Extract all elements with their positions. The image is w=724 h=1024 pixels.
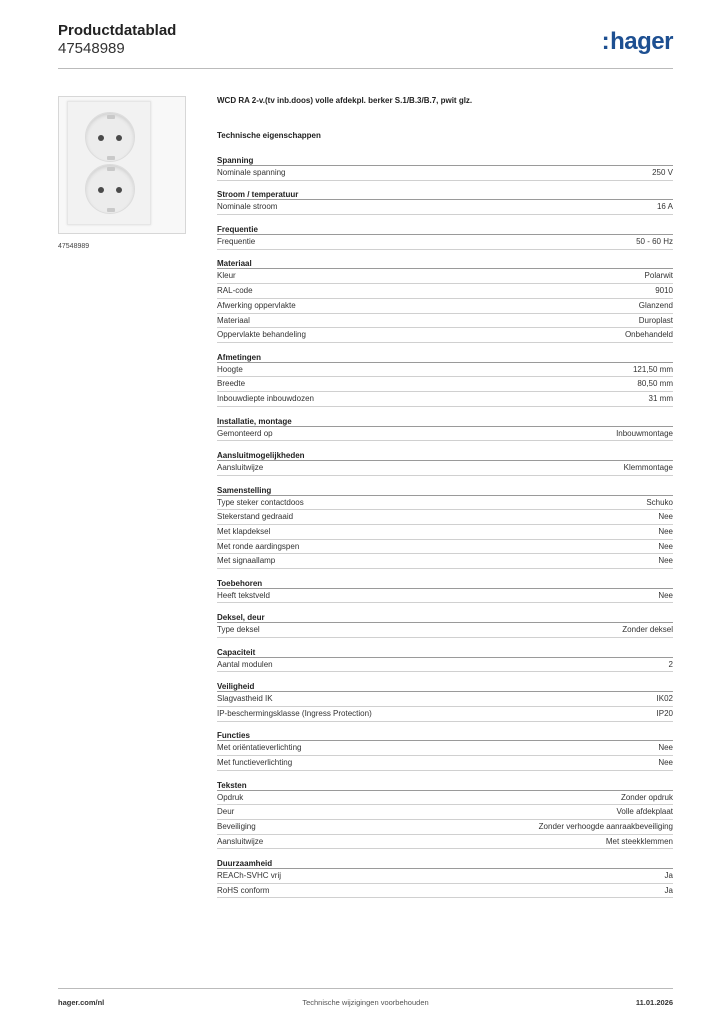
spec-label: Type steker contactdoos [217,497,304,507]
spec-label: Slagvastheid IK [217,694,273,704]
spec-label: Oppervlakte behandeling [217,330,306,340]
spec-label: Nominale spanning [217,168,286,177]
page-header [58,22,673,68]
spec-value: Zonder opdruk [620,792,673,802]
section-title: Toebehoren [217,578,673,589]
spec-section [217,189,673,215]
spec-value: Nee [658,556,673,566]
spec-label: Opdruk [217,792,244,802]
section-title: Afmetingen [217,352,673,363]
spec-row [217,269,673,284]
spec-value: Nee [658,512,673,522]
spec-label: Afwerking oppervlakte [217,300,296,310]
spec-row [217,377,673,392]
section-title: Functies [217,730,673,741]
spec-section [217,224,673,250]
spec-label: Nominale stroom [217,202,278,212]
spec-row [217,200,673,215]
tech-heading: Technische eigenschappen [217,131,321,140]
spec-label: Heeft tekstveld [217,590,270,600]
section-title: Spanning [217,155,673,166]
spec-row [217,756,673,771]
spec-label: RoHS conform [217,885,270,895]
spec-value: Nee [658,743,673,753]
spec-label: Stekerstand gedraaid [217,512,294,522]
spec-value: 2 [668,659,673,669]
section-title: Duurzaamheid [217,858,673,869]
spec-row [217,314,673,329]
spec-section [217,258,673,342]
spec-label: Hoogte [217,364,243,374]
spec-row [217,299,673,314]
spec-row [217,525,673,540]
spec-value: Nee [658,758,673,768]
footer-date: 11.01.2026 [635,998,673,1007]
spec-row [217,284,673,299]
spec-value: IK02 [656,694,673,704]
spec-row [217,392,673,407]
spec-value: 80,50 mm [637,379,673,389]
spec-section [217,647,673,673]
spec-section [217,730,673,770]
spec-row [217,510,673,525]
spec-label: Met oriëntatieverlichting [217,743,302,753]
spec-row [217,589,673,604]
spec-label: Beveiliging [217,821,256,831]
spec-section [217,416,673,442]
spec-value: 121,50 mm [632,364,673,374]
footer-disclaimer: Technische wijzigingen voorbehouden [302,998,429,1007]
socket-bottom [85,164,135,214]
spec-row [217,869,673,884]
spec-row [217,658,673,673]
spec-label: Aansluitwijze [217,463,264,473]
spec-row [217,166,673,181]
section-title: Deksel, deur [217,612,673,623]
spec-value: Zonder deksel [622,625,673,635]
spec-value: Met steekklemmen [605,836,673,846]
cover-plate [67,101,151,225]
spec-sections [217,155,673,898]
spec-value: Nee [658,541,673,551]
spec-label: Inbouwdiepte inbouwdozen [217,394,314,404]
spec-row [217,540,673,555]
spec-section [217,352,673,407]
spec-value: Polarwit [644,271,673,281]
spec-row [217,235,673,250]
spec-section [217,155,673,181]
spec-section [217,578,673,604]
product-number: 47548989 [58,40,125,57]
spec-value: Inbouwmontage [616,428,673,438]
spec-section [217,858,673,898]
section-title: Capaciteit [217,647,673,658]
spec-row [217,461,673,476]
spec-value: Glanzend [638,300,673,310]
spec-row [217,623,673,638]
product-description: WCD RA 2-v.(tv inb.doos) volle afdekpl. berker S.1/B.3/B.7, pwit glz. [217,96,473,105]
spec-label: Aantal modulen [217,659,273,669]
spec-value: Volle afdekplaat [616,807,673,817]
section-title: Samenstelling [217,485,673,496]
spec-label: RAL-code [217,286,253,296]
spec-section [217,612,673,638]
spec-label: Met functieverlichting [217,758,293,768]
spec-row [217,707,673,722]
spec-label: Aansluitwijze [217,836,264,846]
spec-row [217,427,673,442]
spec-value: Nee [658,526,673,536]
spec-section [217,450,673,476]
section-title: Stroom / temperatuur [217,189,673,200]
spec-row [217,363,673,378]
spec-label: Gemonteerd op [217,428,273,438]
spec-value: Klemmontage [623,463,673,473]
spec-label: Kleur [217,271,236,281]
section-title: Materiaal [217,258,673,269]
spec-value: Schuko [646,497,673,507]
spec-row [217,791,673,806]
spec-value: Ja [664,871,673,881]
spec-row [217,884,673,899]
spec-value: Duroplast [638,315,673,325]
spec-row [217,805,673,820]
spec-value: 50 - 60 Hz [636,236,673,246]
spec-label: Met ronde aardingspen [217,541,300,551]
spec-row [217,554,673,569]
section-title: Frequentie [217,224,673,235]
spec-row [217,496,673,511]
spec-value: Zonder verhoogde aanraakbeveiliging [538,821,673,831]
header-divider [58,68,673,69]
spec-label: Deur [217,807,235,817]
spec-label: Materiaal [217,315,250,325]
product-image [58,96,186,234]
spec-row [217,692,673,707]
product-content [217,96,673,907]
spec-row [217,328,673,343]
spec-value: 250 V [652,168,673,177]
section-title: Teksten [217,780,673,791]
page-title: Productdatablad [58,22,177,39]
spec-value: Nee [658,590,673,600]
spec-label: REACh-SVHC vrij [217,871,282,881]
logo-text: hager [610,28,673,55]
spec-value: 16 A [656,202,673,212]
section-title: Aansluitmogelijkheden [217,450,673,461]
footer-divider [58,988,673,989]
spec-label: Met signaallamp [217,556,276,566]
spec-label: Frequentie [217,236,256,246]
hager-logo: :hager [601,28,673,55]
spec-value: 9010 [655,286,673,296]
section-title: Installatie, montage [217,416,673,427]
spec-value: Onbehandeld [624,330,673,340]
footer-website: hager.com/nl [58,998,105,1007]
spec-row [217,835,673,850]
spec-row [217,820,673,835]
spec-label: IP-beschermingsklasse (Ingress Protection) [217,708,372,718]
spec-section [217,485,673,569]
section-title: Veiligheid [217,681,673,692]
spec-section [217,780,673,850]
spec-value: Ja [664,885,673,895]
spec-row [217,741,673,756]
spec-label: Met klapdeksel [217,526,271,536]
spec-label: Breedte [217,379,246,389]
image-caption: 47548989 [58,243,90,250]
spec-label: Type deksel [217,625,260,635]
socket-top [85,112,135,162]
spec-value: 31 mm [648,394,673,404]
spec-value: IP20 [656,708,673,718]
spec-section [217,681,673,721]
